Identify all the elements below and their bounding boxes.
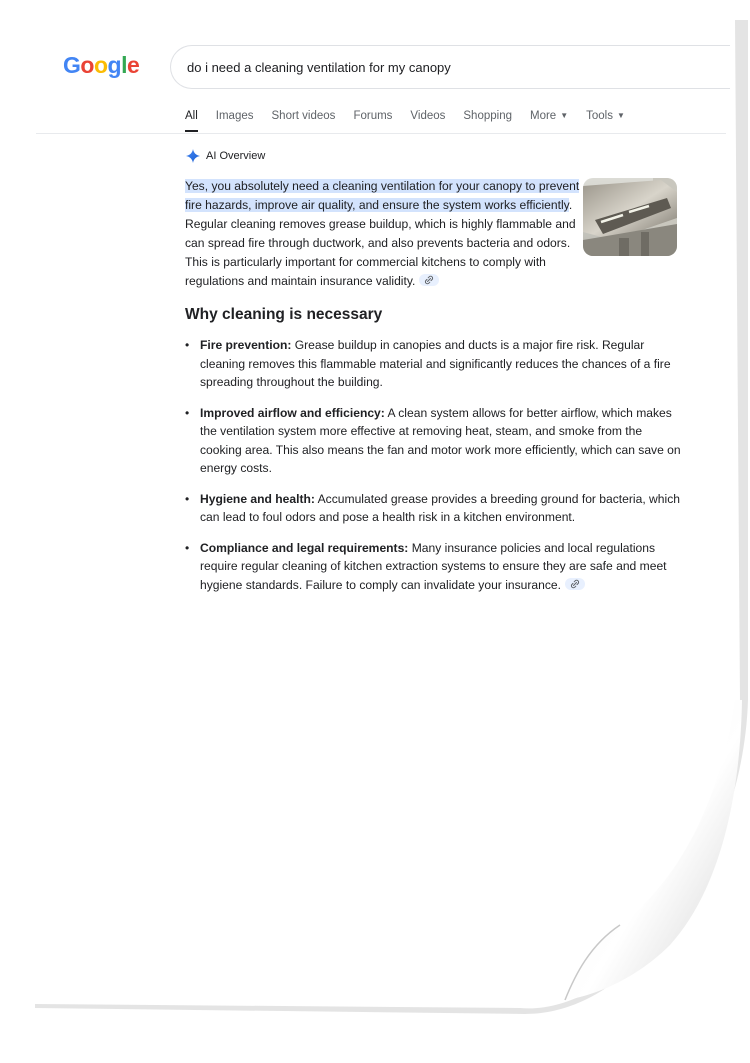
link-icon (424, 275, 434, 285)
list-item (185, 404, 685, 478)
ai-overview-label: AI Overview (206, 150, 266, 162)
citation-link-button[interactable] (565, 578, 585, 590)
logo-letter: o (93, 52, 108, 78)
tabs-divider (36, 133, 726, 134)
search-tabs (185, 110, 643, 128)
link-icon (570, 579, 580, 589)
bullet-text: A clean system allows for better airflow, which makes the ventilation system more effective at removing heat, steam, and smoke from the cooking area. This also means the fan and motor work more efficiently, which can save on energy costs. (200, 405, 681, 475)
bullet-text: Many insurance policies and local regulations require regular cleaning of kitchen extraction systems to ensure they are safe and meet hygiene standards. Failure to comply can invalidate your insurance. (200, 540, 667, 592)
logo-letter: G (63, 52, 81, 78)
tab-forums[interactable] (353, 110, 392, 128)
tab-label: Short videos (271, 110, 336, 122)
google-logo[interactable] (63, 52, 139, 79)
sparkle-icon (186, 149, 200, 163)
tab-shopping[interactable] (463, 110, 512, 128)
logo-letter: o (80, 52, 94, 78)
bullet-text: Accumulated grease provides a breeding ground for bacteria, which can lead to foul odors and pose a health risk in a kitchen environment. (200, 491, 680, 524)
tab-label: Images (215, 110, 254, 122)
list-item (185, 539, 685, 595)
tab-label: All (185, 110, 198, 122)
list-item (185, 490, 685, 527)
logo-letter: g (107, 52, 122, 78)
canopy-illustration (583, 178, 677, 256)
tab-label: Videos (410, 110, 446, 122)
ai-overview-summary (185, 177, 580, 291)
tab-tools[interactable] (586, 110, 625, 128)
tab-images[interactable] (216, 110, 254, 128)
logo-letter: l (121, 52, 127, 78)
summary-text: . Regular cleaning removes grease buildup, which is highly flammable and can spread fire through ductwork, and also prevents bacteria and odors. This is particularly important for commercial kitchens to comply with regulations and maintain insurance validity. (185, 198, 576, 288)
tab-all[interactable] (185, 110, 198, 128)
bullet-title: Improved airflow and efficiency: (200, 405, 385, 420)
caret-down-icon: ▼ (616, 111, 625, 120)
tab-label: More (530, 110, 557, 122)
tab-short-videos[interactable] (272, 110, 336, 128)
kitchen-canopy-image[interactable] (583, 178, 677, 256)
search-input[interactable] (170, 45, 730, 89)
logo-letter: e (126, 52, 140, 78)
reasons-list (185, 336, 685, 606)
caret-down-icon: ▼ (560, 111, 569, 120)
bullet-title: Fire prevention: (200, 338, 292, 352)
summary-highlight: Yes, you absolutely need a cleaning ventilation for your canopy to prevent fire hazards, improve air quality, and ensure the system works efficiently (185, 179, 580, 212)
search-query: do i need a cleaning ventilation for my canopy (187, 59, 451, 75)
tab-videos[interactable] (410, 110, 445, 128)
tab-label: Tools (586, 110, 613, 122)
list-item (185, 336, 685, 392)
tab-more[interactable] (530, 110, 568, 128)
tab-label: Forums (353, 110, 393, 122)
bullet-title: Compliance and legal requirements: (200, 540, 409, 555)
bullet-text: Grease buildup in canopies and ducts is a major fire risk. Regular cleaning removes this flammable material and significantly reduces the chances of a fire spreading throughout the building. (200, 338, 671, 389)
citation-link-button[interactable] (419, 274, 439, 286)
tab-label: Shopping (463, 110, 512, 122)
ai-overview-header (186, 149, 265, 163)
bullet-title: Hygiene and health: (200, 491, 315, 506)
section-title: Why cleaning is necessary (185, 306, 383, 323)
